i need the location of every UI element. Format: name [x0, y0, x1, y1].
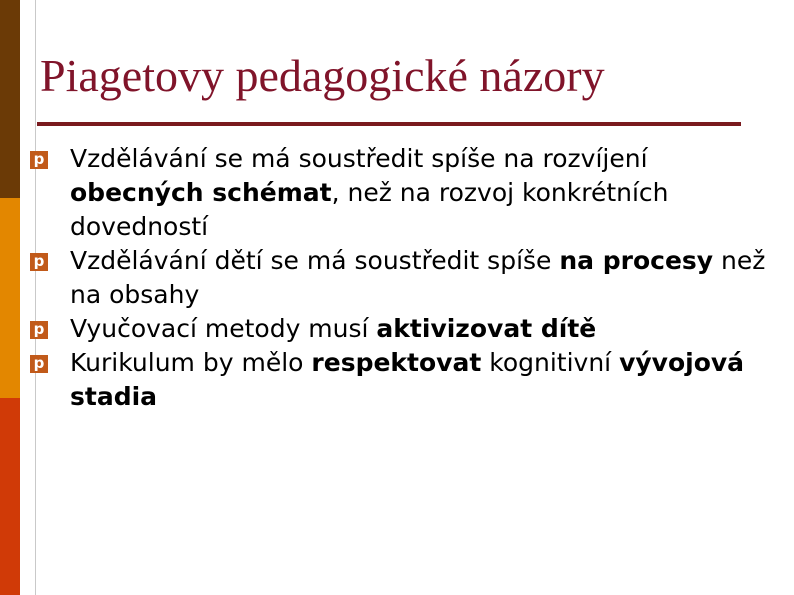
- sidebar-segment-top: [0, 0, 20, 198]
- bullet-text: Kurikulum by mělo: [70, 348, 312, 377]
- bullet-text: Vzdělávání se má soustředit spíše na rozvíjení: [70, 144, 648, 173]
- bullet-text-bold: vývojová stadia: [70, 348, 745, 411]
- sidebar-segment-bottom: [0, 398, 20, 595]
- slide-title: Piagetovy pedagogické názory: [40, 50, 605, 101]
- bullet-text: Vyučovací metody musí: [70, 314, 377, 343]
- bullet-item: [30, 312, 770, 346]
- title-underline: [37, 122, 741, 126]
- bullet-text-bold: na procesy: [559, 246, 714, 275]
- bullet-marker-icon: p: [30, 321, 48, 339]
- bullet-text-bold: aktivizovat dítě: [376, 314, 597, 343]
- bullet-text: Vzdělávání dětí se má soustředit spíše: [70, 246, 560, 275]
- bullet-text: kognitivní: [481, 348, 620, 377]
- bullet-text: , než na rozvoj konkrétních dovedností: [70, 178, 669, 241]
- bullet-text: než na obsahy: [70, 246, 766, 309]
- sidebar-segment-middle: [0, 198, 20, 398]
- bullet-text-bold: respektovat: [311, 348, 482, 377]
- bullet-text-bold: obecných schémat: [70, 178, 332, 207]
- bullet-item: [30, 244, 770, 312]
- bullet-marker-icon: p: [30, 253, 48, 271]
- bullet-list: [30, 142, 770, 414]
- bullet-marker-icon: p: [30, 151, 48, 169]
- decorative-sidebar: [0, 0, 20, 595]
- bullet-item: [30, 142, 770, 244]
- bullet-marker-icon: p: [30, 355, 48, 373]
- bullet-item: [30, 346, 770, 414]
